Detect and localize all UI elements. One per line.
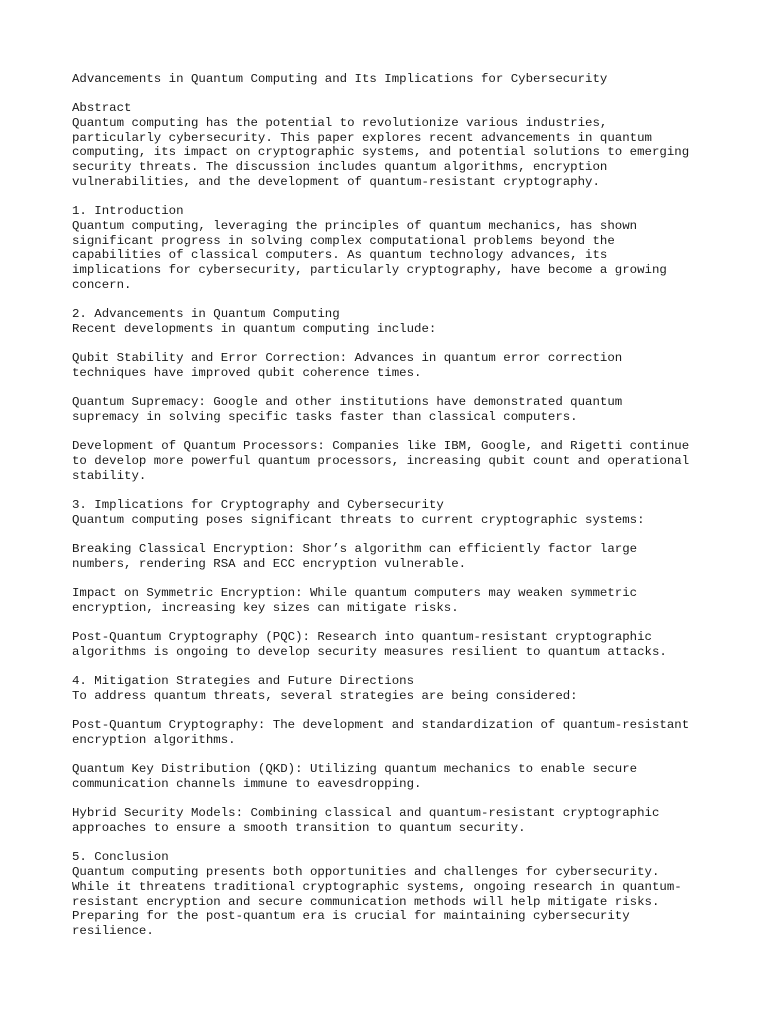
spacer [72,571,732,586]
spacer [72,660,732,675]
spacer [72,483,732,498]
paragraph-line: implications for cybersecurity, particularly cryptography, have become a growing [72,262,667,277]
spacer [72,87,732,102]
spacer [72,748,732,763]
paragraph-line: Post-Quantum Cryptography: The development and standardization of quantum-resistant [72,718,690,733]
list-item [72,542,732,571]
paragraph-line: resilience. [72,923,154,938]
paragraph-line: Quantum Supremacy: Google and other institutions have demonstrated quantum [72,395,623,410]
paragraph-line: approaches to ensure a smooth transition to quantum security. [72,821,526,836]
paragraph-line: Quantum Key Distribution (QKD): Utilizing quantum mechanics to enable secure [72,762,638,777]
spacer [72,704,732,719]
spacer [72,190,732,205]
paragraph-line: significant progress in solving complex computational problems beyond the [72,233,615,248]
paragraph-line: Qubit Stability and Error Correction: Advances in quantum error correction [72,351,623,366]
spacer [72,527,732,542]
advancements-section [72,307,732,483]
paragraph-line: encryption, increasing key sizes can mitigate risks. [72,600,459,615]
section-heading: 5. Conclusion [72,850,169,865]
list-item [72,762,732,791]
section-intro: To address quantum threats, several strategies are being considered: [72,688,578,703]
spacer [72,336,732,351]
paragraph-line: resistant encryption and secure communication methods will help mitigate risks. [72,894,660,909]
spacer [72,836,732,851]
paragraph-line: capabilities of classical computers. As quantum technology advances, its [72,248,608,263]
paragraph-line: algorithms is ongoing to develop security measures resilient to quantum attacks. [72,644,667,659]
abstract-section [72,101,732,189]
section-intro: Quantum computing poses significant threats to current cryptographic systems: [72,512,645,527]
paragraph-line: While it threatens traditional cryptographic systems, ongoing research in quantum- [72,879,682,894]
paragraph-line: techniques have improved qubit coherence times. [72,365,422,380]
paragraph-line: vulnerabilities, and the development of quantum-resistant cryptography. [72,174,600,189]
list-item [72,718,732,747]
paragraph-line: Quantum computing, leveraging the principles of quantum mechanics, has shown [72,218,638,233]
implications-section [72,498,732,660]
conclusion-section [72,850,732,938]
document-page [72,72,732,939]
introduction-section [72,204,732,292]
list-item [72,586,732,615]
paragraph-line: computing, its impact on cryptographic systems, and potential solutions to emerging [72,145,690,160]
spacer [72,425,732,440]
list-item [72,395,732,424]
paper-title: Advancements in Quantum Computing and Its Implications for Cybersecurity [72,72,608,86]
paragraph-line: supremacy in solving specific tasks faster than classical computers. [72,409,578,424]
spacer [72,380,732,395]
mitigation-section [72,674,732,836]
section-heading: 2. Advancements in Quantum Computing [72,307,340,321]
paragraph-line: Impact on Symmetric Encryption: While quantum computers may weaken symmetric [72,586,638,601]
paragraph-line: numbers, rendering RSA and ECC encryption vulnerable. [72,556,467,571]
section-heading: 3. Implications for Cryptography and Cybersecurity [72,497,444,512]
section-heading: 4. Mitigation Strategies and Future Directions [72,674,415,689]
list-item [72,806,732,835]
paragraph-line: Hybrid Security Models: Combining classical and quantum-resistant cryptographic [72,806,660,821]
paragraph-line: Preparing for the post-quantum era is crucial for maintaining cybersecurity [72,909,630,924]
section-heading: 1. Introduction [72,204,184,219]
list-item [72,439,732,483]
spacer [72,292,732,307]
paragraph-line: Post-Quantum Cryptography (PQC): Research into quantum-resistant cryptographic [72,630,652,645]
paragraph-line: to develop more powerful quantum processors, increasing qubit count and operational [72,453,690,468]
paragraph-line: Quantum computing presents both opportunities and challenges for cybersecurity. [72,865,660,880]
paragraph-line: stability. [72,468,147,483]
paragraph-line: Quantum computing has the potential to revolutionize various industries, [72,116,608,131]
section-heading: Abstract [72,101,132,116]
paragraph-line: Development of Quantum Processors: Companies like IBM, Google, and Rigetti continue [72,439,690,454]
paragraph-line: encryption algorithms. [72,732,236,747]
paragraph-line: security threats. The discussion includes quantum algorithms, encryption [72,160,608,175]
spacer [72,792,732,807]
section-intro: Recent developments in quantum computing include: [72,321,437,336]
paragraph-line: concern. [72,277,132,292]
list-item [72,630,732,659]
paragraph-line: particularly cybersecurity. This paper explores recent advancements in quantum [72,130,652,145]
paragraph-line: communication channels immune to eavesdropping. [72,777,422,791]
spacer [72,615,732,630]
list-item [72,351,732,380]
paragraph-line: Breaking Classical Encryption: Shor’s algorithm can efficiently factor large [72,542,638,556]
